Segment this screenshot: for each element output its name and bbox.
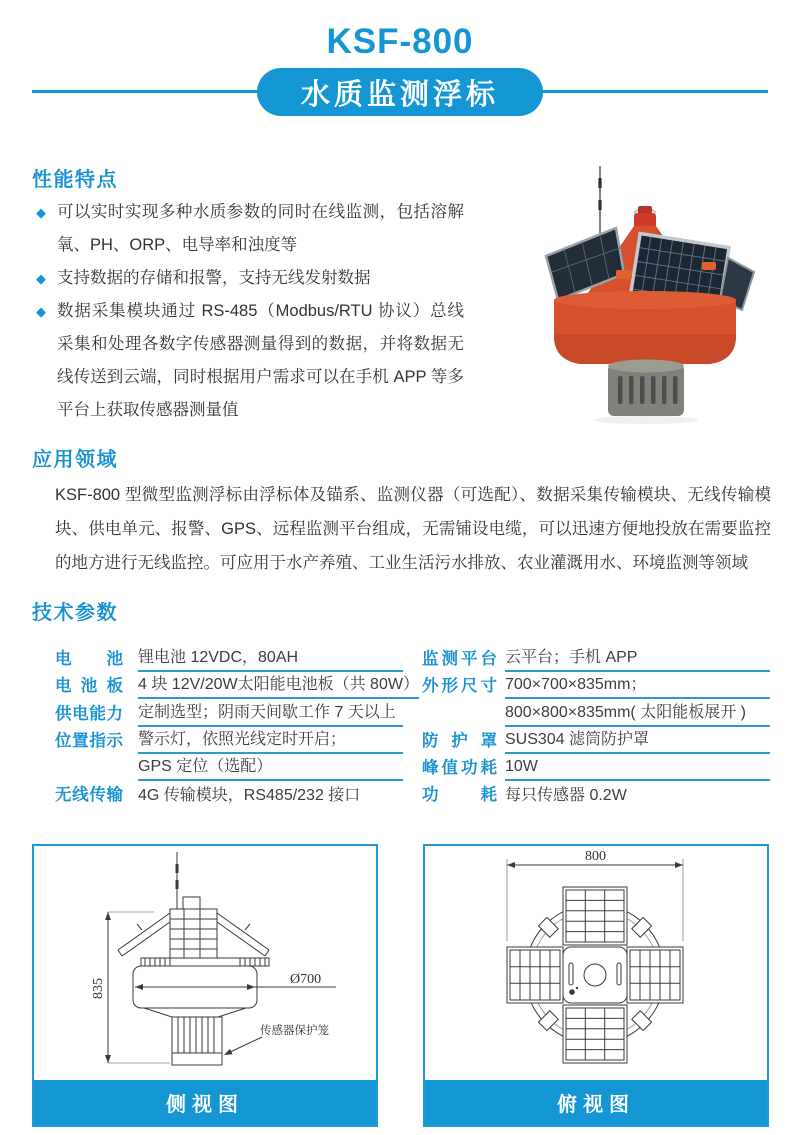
table-row xyxy=(55,645,403,672)
feature-text: 可以实时实现多种水质参数的同时在线监测，包括溶解氧、PH、ORP、电导率和浊度等 xyxy=(57,203,464,254)
spec-label: 电 池 板 xyxy=(55,677,123,696)
spec-label: 防 护 罩 xyxy=(422,731,497,750)
side-view-caption-bar xyxy=(34,1080,376,1125)
page-title: KSF-800 xyxy=(326,22,474,61)
spec-label: 无 线 传 输 xyxy=(55,786,123,805)
features-list xyxy=(36,196,464,427)
table-row xyxy=(422,645,770,672)
spec-value: 定制选型；阴雨天间歇工作 7 天以上 xyxy=(138,700,403,727)
spec-value: 700×700×835mm； xyxy=(505,672,770,699)
feature-text: 支持数据的存储和报警，支持无线发射数据 xyxy=(57,269,371,287)
spec-label: 供 电 能 力 xyxy=(55,704,123,723)
spec-value: 每只传感器 0.2W xyxy=(505,787,627,805)
cage-leader-label: 传感器保护笼 xyxy=(260,1025,329,1037)
table-row xyxy=(422,699,770,726)
spec-value: SUS304 滤筒防护罩 xyxy=(505,727,770,754)
diamond-bullet-icon: ◆ xyxy=(36,304,46,319)
spec-value: 锂电池 12VDC，80AH xyxy=(138,645,403,672)
top-view-caption: 俯视图 xyxy=(557,1094,635,1116)
list-item xyxy=(36,196,464,262)
table-row xyxy=(55,727,403,754)
side-view-diagram xyxy=(32,844,378,1127)
side-view-drawing xyxy=(34,846,376,1080)
spec-value: 云平台；手机 APP xyxy=(505,645,770,672)
diamond-bullet-icon: ◆ xyxy=(36,271,46,286)
table-row xyxy=(422,754,770,781)
top-view-diagram xyxy=(423,844,769,1127)
spec-value: 4 块 12V/20W太阳能电池板（共 80W） xyxy=(138,672,419,699)
spec-label: 位 置 指 示 xyxy=(55,731,123,750)
application-paragraph: KSF-800 型微型监测浮标由浮标体及锚系、监测仪器（可选配）、数据采集传输模块、无线传输模块、供电单元、报警、GPS、远程监测平台组成，无需铺设电缆，可以迅速方便地投放在需要监控的地方进行无线监控。可应用于水产养殖、工业生活污水排放、农业灌溉用水、环境监测等领域 xyxy=(55,486,771,572)
list-item xyxy=(36,262,464,295)
spec-label: 外 形 尺 寸 xyxy=(422,677,497,696)
banner-label: 水质监测浮标 xyxy=(300,78,499,111)
banner-pill xyxy=(257,68,543,116)
table-row xyxy=(55,781,403,808)
spec-value: 警示灯，依照光线定时开启； xyxy=(138,727,403,754)
spec-value: 800×800×835mm( 太阳能板展开 ) xyxy=(505,700,770,727)
spec-label: 监 测 平 台 xyxy=(422,650,497,669)
dim-diameter-label: Ø700 xyxy=(290,972,322,987)
spec-table-left xyxy=(55,645,419,808)
table-row xyxy=(422,727,770,754)
table-row xyxy=(422,781,770,808)
diamond-bullet-icon: ◆ xyxy=(36,205,46,220)
top-view-drawing xyxy=(425,846,767,1080)
section-title-features: 性能特点 xyxy=(32,169,118,191)
dim-height-label: 835 xyxy=(91,978,106,999)
table-row xyxy=(55,754,403,781)
table-row xyxy=(55,672,419,699)
spec-label: 电 池 xyxy=(55,650,123,669)
spec-label: 功 耗 xyxy=(422,786,497,805)
section-title-application: 应用领域 xyxy=(32,449,118,471)
product-photo xyxy=(488,158,798,426)
side-view-caption: 侧视图 xyxy=(166,1094,244,1116)
top-view-caption-bar xyxy=(425,1080,767,1125)
table-row xyxy=(55,699,403,726)
spec-table-right xyxy=(422,645,770,808)
spec-label: 峰 值 功 耗 xyxy=(422,758,497,777)
dim-width-label: 800 xyxy=(585,849,606,864)
banner-row xyxy=(32,68,768,116)
section-title-specs: 技术参数 xyxy=(32,602,118,624)
table-row xyxy=(422,672,770,699)
feature-text: 数据采集模块通过 RS-485（Modbus/RTU 协议）总线采集和处理各数字传感器测量得到的数据，并将数据无线传送到云端，同时根据用户需求可以在手机 APP 等多平台上获取传感器测量值 xyxy=(57,302,464,419)
spec-value: GPS 定位（选配） xyxy=(138,754,403,781)
spec-value: 4G 传输模块，RS485/232 接口 xyxy=(138,787,361,805)
list-item xyxy=(36,295,464,427)
spec-value: 10W xyxy=(505,754,770,781)
